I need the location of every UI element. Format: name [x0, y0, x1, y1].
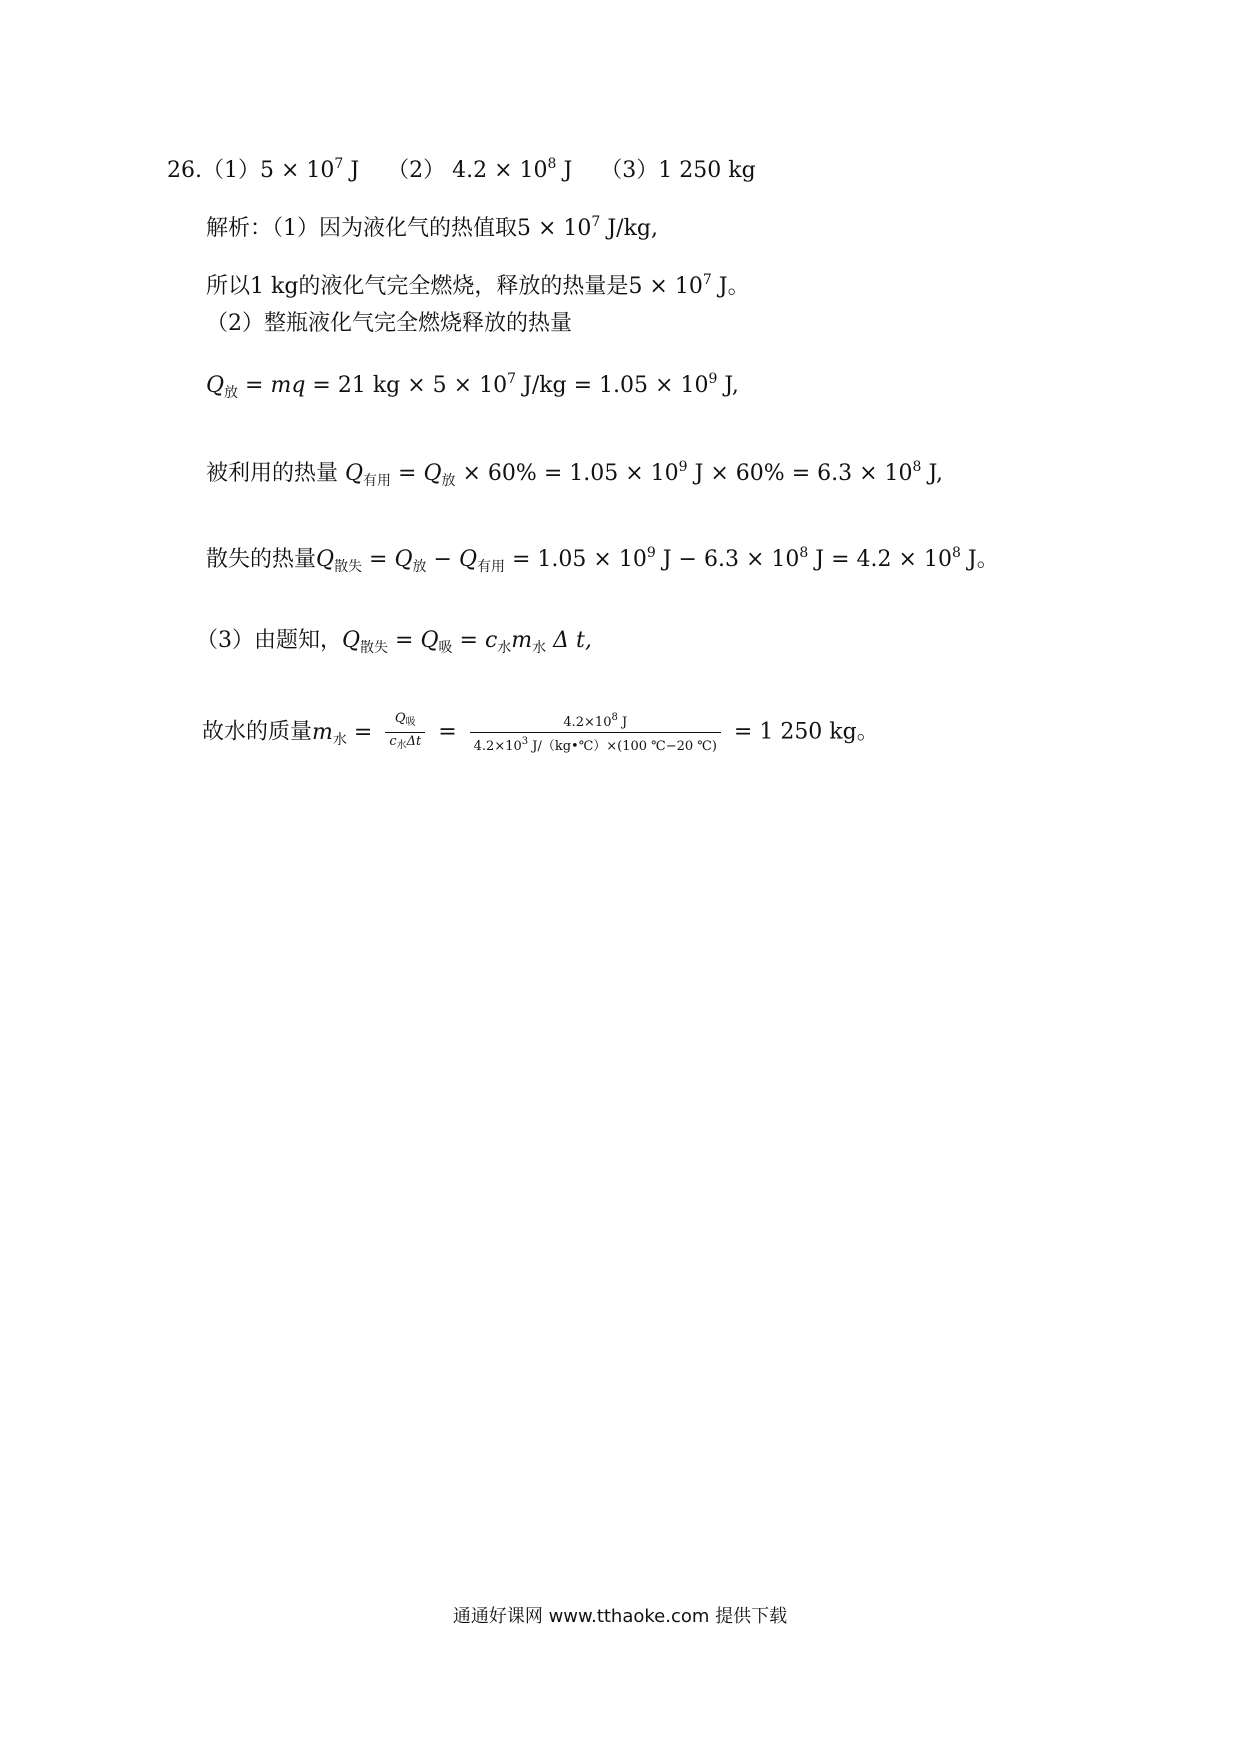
part2-label: （2） — [387, 158, 446, 183]
analysis-intro-text: 解析：（1）因为液化气的热值取 — [206, 216, 517, 241]
analysis-line-3: （2）整瓶液化气完全燃烧释放的热量 — [206, 311, 572, 336]
release-heat-math: $5 \times 10^7$ J。 — [628, 272, 750, 299]
question-number: 26. — [167, 158, 202, 183]
equation-q-useful: 被利用的热量 $Q_{有用} = Q_放 \times 60\% = 1.05 \times 10^9$ $J \times 60\% = 6.3 \times 10^8$ J, — [206, 459, 943, 489]
fraction-symbolic: $\frac{Q_吸}{c_水\Delta t}$ — [385, 710, 425, 755]
part3-value: 1 250 kg — [658, 158, 756, 183]
part2-value: $4.2 \times 10^8$ J — [452, 156, 573, 183]
analysis-line-1 — [206, 207, 658, 244]
heat-value-math: $5 \times 10^7$ J/kg, — [517, 214, 658, 241]
equation-water-mass: 故水的质量$m_水$ = $\frac{Q_吸}{c_水\Delta t}$ = $\frac{4.2\times 10^8 J}{4.2\times 10^3 J/(kg•℃)\times(100 ℃-20 ℃)}$ = 1 250 kg。 — [202, 711, 879, 754]
text-release: 的液化气完全燃烧，释放的热量是 — [298, 274, 629, 299]
equation-q-release: $Q_放$ = mq = 21 kg × $5 \times 10^7$ $J/kg = 1.05 \times 10^9$ J, — [206, 371, 739, 401]
part3-label: （3） — [600, 158, 659, 183]
text-so: 所以 — [206, 274, 251, 299]
equation-q-lost: 散失的热量$Q_{散失} = Q_放 - Q_{有用} = 1.05 \times 10^9$ $J - 6.3 \times 10^8$ $J = 4.2 \times 10^8$ J。 — [206, 545, 999, 575]
fraction-numeric: $\frac{4.2\times 10^8 J}{4.2\times 10^3 J/(kg•℃)\times(100 ℃-20 ℃)}$ — [470, 709, 721, 756]
equation-heat-balance: （3）由题知，$Q_{散失} = Q_吸 = c_水m_水$ Δ t, — [196, 628, 592, 656]
page-footer: 通通好课网 www.tthaoke.com 提供下载 — [452, 1606, 788, 1627]
mass-math: 1 kg — [250, 274, 299, 299]
answer-summary-line — [167, 149, 756, 186]
part1-label: （1） — [202, 158, 260, 183]
part1-value: $5 \times 10^7$ J — [260, 156, 360, 183]
analysis-line-2 — [206, 265, 750, 302]
